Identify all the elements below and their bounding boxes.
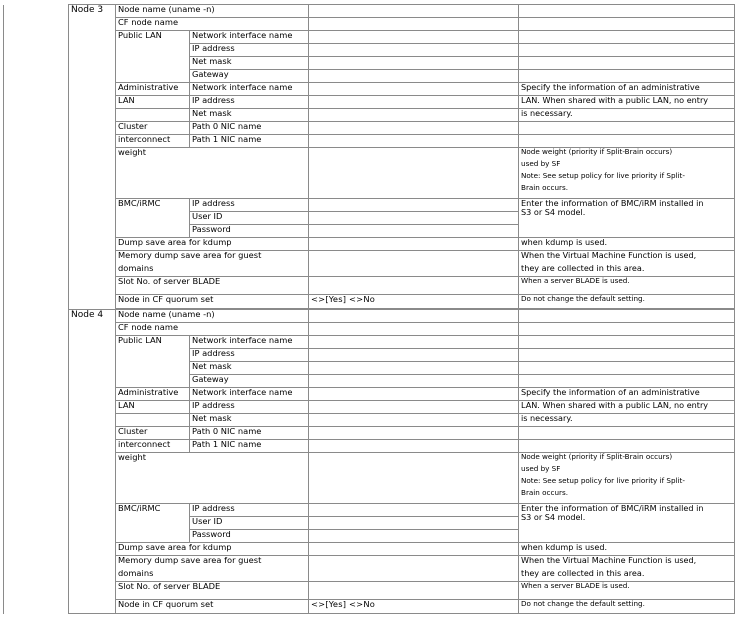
note-weight-2: used by SF	[519, 160, 735, 172]
value-cell[interactable]	[309, 225, 519, 238]
note-cell	[519, 375, 735, 388]
value-cell[interactable]	[309, 135, 519, 148]
item-cf-node-name: CF node name	[116, 18, 309, 31]
item-ip-address: IP address	[190, 401, 309, 414]
item-quorum: Node in CF quorum set	[116, 295, 309, 309]
item-dump-kdump: Dump save area for kdump	[116, 543, 309, 556]
note-cell	[519, 323, 735, 336]
item-nic-name: Network interface name	[190, 83, 309, 96]
value-cell[interactable]	[309, 530, 519, 543]
note-slot: When a server BLADE is used.	[519, 582, 735, 600]
value-cell[interactable]	[309, 543, 519, 556]
note-quorum: Do not change the default setting.	[519, 600, 735, 614]
value-cell[interactable]	[309, 31, 519, 44]
item-quorum: Node in CF quorum set	[116, 600, 309, 614]
note-kdump: when kdump is used.	[519, 238, 735, 251]
value-cell[interactable]	[309, 375, 519, 388]
value-cell[interactable]	[309, 427, 519, 440]
item-slot: Slot No. of server BLADE	[116, 277, 309, 295]
item-cluster-2: interconnect	[116, 135, 190, 148]
note-cell	[519, 440, 735, 453]
item-slot: Slot No. of server BLADE	[116, 582, 309, 600]
item-path1: Path 1 NIC name	[190, 135, 309, 148]
note-admin-1: Specify the information of an administrative	[519, 83, 735, 96]
note-cell	[519, 31, 735, 44]
note-bmc-2: S3 or S4 model.	[521, 512, 586, 523]
item-net-mask: Net mask	[190, 414, 309, 427]
value-cell[interactable]	[309, 388, 519, 401]
item-path0: Path 0 NIC name	[190, 427, 309, 440]
note-memdump-2: they are collected in this area.	[519, 264, 735, 277]
node-label: Node 3	[69, 5, 116, 310]
value-cell[interactable]	[309, 362, 519, 375]
note-weight-4: Brain occurs.	[519, 184, 735, 199]
note-bmc-1: Enter the information of BMC/iRM installed in	[521, 198, 704, 208]
item-memdump-1: Memory dump save area for guest	[116, 251, 309, 264]
note-cell	[519, 310, 735, 323]
item-node-name: Node name (uname -n)	[116, 310, 309, 323]
note-memdump-1: When the Virtual Machine Function is used,	[519, 556, 735, 569]
value-cell[interactable]	[309, 251, 519, 277]
value-cell[interactable]	[309, 323, 519, 336]
node-label: Node 4	[69, 310, 116, 614]
item-admin-lan-1: Administrative	[116, 83, 190, 96]
left-margin	[4, 5, 69, 310]
value-cell[interactable]	[309, 504, 519, 517]
item-gateway: Gateway	[190, 375, 309, 388]
item-ip-address: IP address	[190, 96, 309, 109]
note-admin-3: is necessary.	[519, 414, 735, 427]
value-cell[interactable]	[309, 556, 519, 582]
item-net-mask: Net mask	[190, 57, 309, 70]
item-bmc-ip: IP address	[190, 199, 309, 212]
item-path1: Path 1 NIC name	[190, 440, 309, 453]
value-cell[interactable]	[309, 18, 519, 31]
item-admin-lan-1: Administrative	[116, 388, 190, 401]
note-admin-2: LAN. When shared with a public LAN, no entry	[519, 96, 735, 109]
note-cell	[519, 336, 735, 349]
value-cell[interactable]	[309, 277, 519, 295]
value-cell[interactable]	[309, 57, 519, 70]
note-weight-3: Note: See setup policy for live priority if Split-	[519, 172, 735, 184]
quorum-yes-no-radio[interactable]: <>[Yes] <>No	[309, 600, 519, 614]
value-cell[interactable]	[309, 440, 519, 453]
value-cell[interactable]	[309, 148, 519, 199]
item-public-lan: Public LAN	[116, 336, 190, 388]
note-bmc-2: S3 or S4 model.	[521, 207, 586, 218]
item-memdump-2: domains	[116, 569, 309, 582]
note-weight-3: Note: See setup policy for live priority if Split-	[519, 477, 735, 489]
cluster-config-worksheet	[3, 4, 735, 614]
note-bmc-1: Enter the information of BMC/iRM installed in	[521, 503, 704, 513]
item-nic-name: Network interface name	[190, 336, 309, 349]
note-cell	[519, 122, 735, 135]
note-weight-1: Node weight (priority if Split-Brain occurs)	[519, 148, 735, 160]
note-bmc	[519, 504, 735, 543]
item-password: Password	[190, 225, 309, 238]
item-gateway: Gateway	[190, 70, 309, 83]
note-admin-3: is necessary.	[519, 109, 735, 122]
value-cell[interactable]	[309, 122, 519, 135]
item-blank	[116, 414, 190, 427]
note-weight-1: Node weight (priority if Split-Brain occurs)	[519, 453, 735, 465]
value-cell[interactable]	[309, 414, 519, 427]
value-cell[interactable]	[309, 70, 519, 83]
note-memdump-1: When the Virtual Machine Function is used,	[519, 251, 735, 264]
item-weight: weight	[116, 148, 309, 199]
note-cell	[519, 349, 735, 362]
value-cell[interactable]	[309, 212, 519, 225]
item-net-mask: Net mask	[190, 362, 309, 375]
value-cell[interactable]	[309, 83, 519, 96]
note-kdump: when kdump is used.	[519, 543, 735, 556]
note-weight-4: Brain occurs.	[519, 489, 735, 504]
item-dump-kdump: Dump save area for kdump	[116, 238, 309, 251]
value-cell[interactable]	[309, 517, 519, 530]
value-cell[interactable]	[309, 199, 519, 212]
value-cell[interactable]	[309, 238, 519, 251]
value-cell[interactable]	[309, 5, 519, 18]
value-cell[interactable]	[309, 582, 519, 600]
item-admin-lan-2: LAN	[116, 401, 190, 414]
value-cell[interactable]	[309, 453, 519, 504]
item-weight: weight	[116, 453, 309, 504]
note-cell	[519, 57, 735, 70]
item-net-mask: Net mask	[190, 109, 309, 122]
note-admin-1: Specify the information of an administrative	[519, 388, 735, 401]
item-ip-address: IP address	[190, 349, 309, 362]
quorum-yes-no-radio[interactable]: <>[Yes] <>No	[309, 295, 519, 309]
item-admin-lan-2: LAN	[116, 96, 190, 109]
value-cell[interactable]	[309, 109, 519, 122]
value-cell[interactable]	[309, 349, 519, 362]
note-admin-2: LAN. When shared with a public LAN, no entry	[519, 401, 735, 414]
left-margin	[4, 310, 69, 614]
note-cell	[519, 44, 735, 57]
item-nic-name: Network interface name	[190, 388, 309, 401]
item-cluster-1: Cluster	[116, 427, 190, 440]
note-cell	[519, 5, 735, 18]
row-node-name	[4, 5, 735, 18]
note-cell	[519, 362, 735, 375]
note-quorum: Do not change the default setting.	[519, 295, 735, 309]
item-cf-node-name: CF node name	[116, 323, 309, 336]
row-node-name	[4, 310, 735, 323]
note-cell	[519, 18, 735, 31]
value-cell[interactable]	[309, 336, 519, 349]
item-memdump-1: Memory dump save area for guest	[116, 556, 309, 569]
item-bmc: BMC/iRMC	[116, 199, 190, 238]
item-cluster-2: interconnect	[116, 440, 190, 453]
item-public-lan: Public LAN	[116, 31, 190, 83]
item-node-name: Node name (uname -n)	[116, 5, 309, 18]
note-cell	[519, 427, 735, 440]
item-blank	[116, 109, 190, 122]
note-cell	[519, 135, 735, 148]
item-nic-name: Network interface name	[190, 31, 309, 44]
item-user-id: User ID	[190, 517, 309, 530]
note-cell	[519, 70, 735, 83]
note-slot: When a server BLADE is used.	[519, 277, 735, 295]
item-bmc: BMC/iRMC	[116, 504, 190, 543]
value-cell[interactable]	[309, 96, 519, 109]
item-ip-address: IP address	[190, 44, 309, 57]
item-bmc-ip: IP address	[190, 504, 309, 517]
note-weight-2: used by SF	[519, 465, 735, 477]
value-cell[interactable]	[309, 310, 519, 323]
note-memdump-2: they are collected in this area.	[519, 569, 735, 582]
note-bmc	[519, 199, 735, 238]
value-cell[interactable]	[309, 44, 519, 57]
item-password: Password	[190, 530, 309, 543]
item-cluster-1: Cluster	[116, 122, 190, 135]
item-path0: Path 0 NIC name	[190, 122, 309, 135]
value-cell[interactable]	[309, 401, 519, 414]
item-user-id: User ID	[190, 212, 309, 225]
item-memdump-2: domains	[116, 264, 309, 277]
